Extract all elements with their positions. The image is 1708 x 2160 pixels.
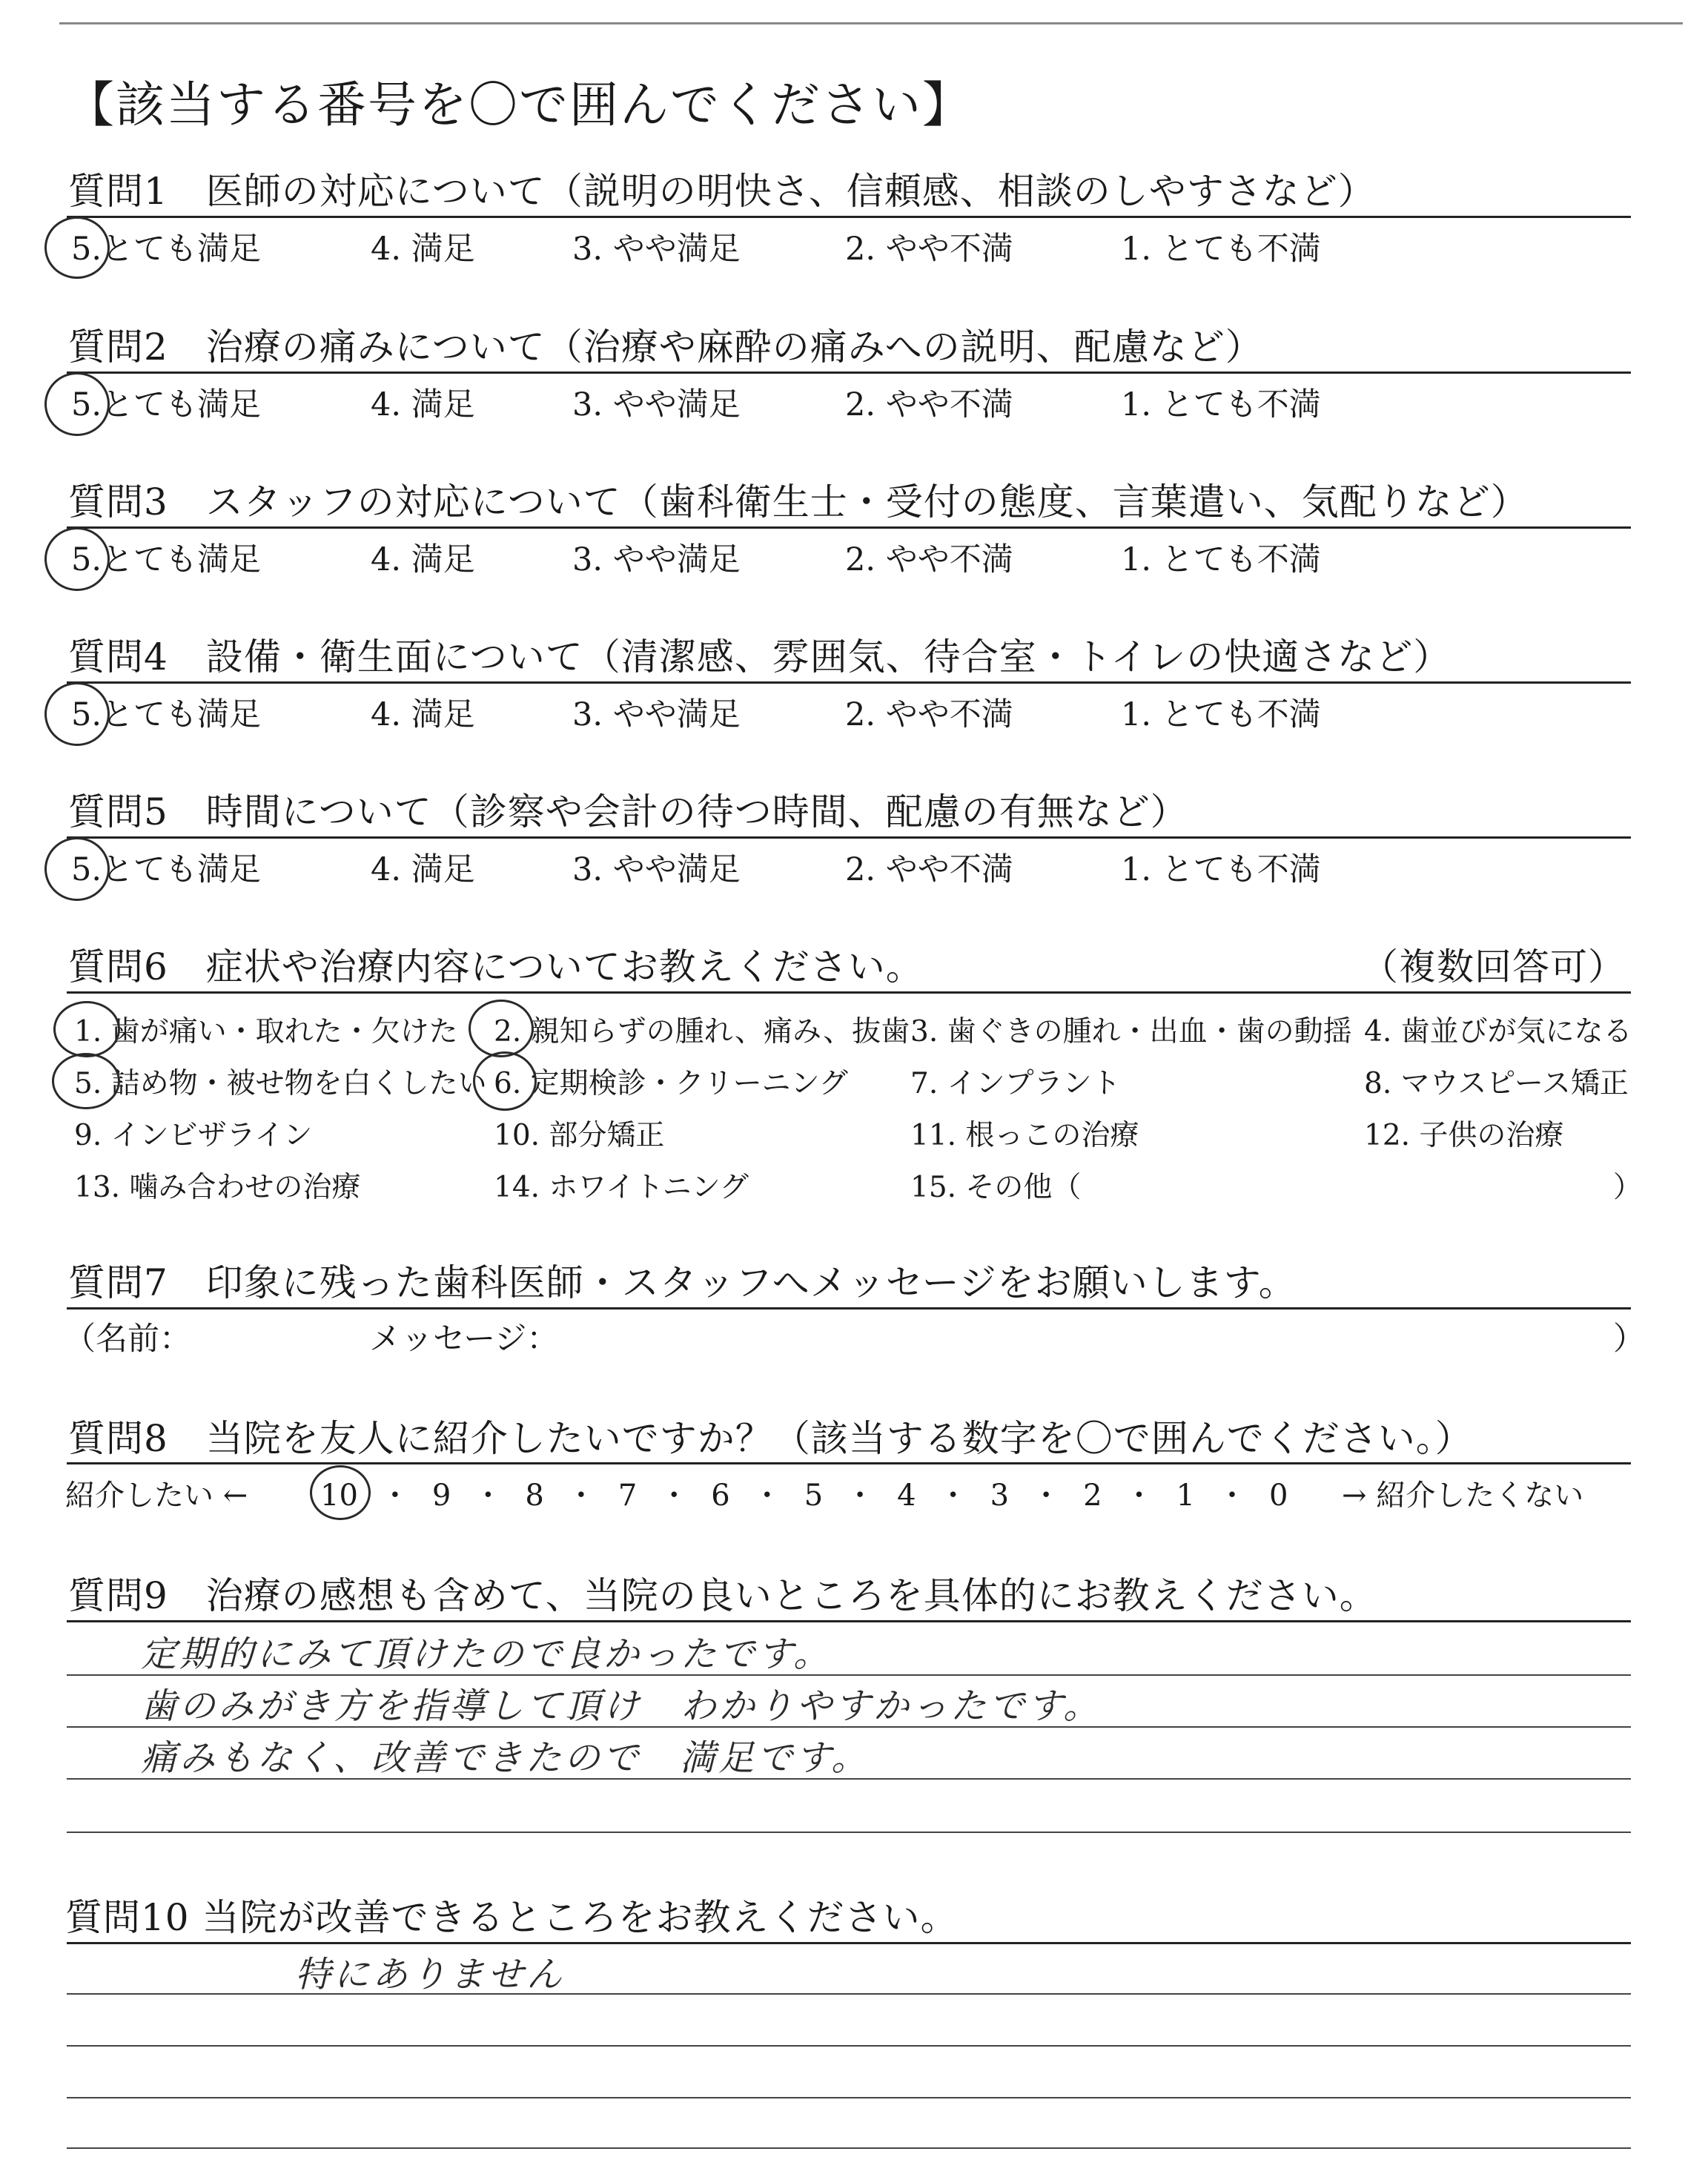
q3-answer-circle [44, 527, 110, 591]
q8-scale-number-8[interactable]: 8 [525, 1479, 544, 1513]
q10-writing-line [67, 2045, 1631, 2047]
q7-message-label[interactable]: メッセージ： [369, 1321, 559, 1358]
q2-option-2[interactable]: 2. やや不満 [845, 386, 1013, 423]
q9-answer-line-2: 歯のみがき方を指導して頂け わかりやすかったです。 [141, 1685, 1102, 1727]
q6-option-15[interactable]: 15. その他（ [910, 1171, 1082, 1204]
q6-answer-circle-1 [53, 1001, 120, 1057]
q4-option-1[interactable]: 1. とても不満 [1121, 696, 1321, 733]
q4-option-4[interactable]: 4. 満足 [371, 696, 475, 733]
q6-option-9[interactable]: 9. インビザライン [74, 1119, 313, 1152]
question-7-rule [67, 1307, 1631, 1309]
question-2-heading: 質問2 治療の痛みについて（治療や麻酔の痛みへの説明、配慮など） [68, 326, 1263, 369]
q6-option-14[interactable]: 14. ホワイトニング [494, 1171, 749, 1204]
q1-answer-circle [44, 217, 110, 279]
question-4-heading: 質問4 設備・衛生面について（清潔感、雰囲気、待合室・トイレの快適さなど） [68, 635, 1452, 678]
question-10-rule [67, 1942, 1631, 1944]
q8-scale-number-7[interactable]: 7 [618, 1479, 638, 1513]
question-2-rule [67, 371, 1631, 374]
question-7-heading: 質問7 印象に残った歯科医師・スタッフへメッセージをお願いします。 [68, 1261, 1297, 1304]
question-6-note: （複数回答可） [1361, 945, 1626, 988]
q8-scale-separator: ・ [473, 1479, 503, 1513]
q8-scale-separator: ・ [659, 1479, 689, 1513]
q6-option-10[interactable]: 10. 部分矯正 [494, 1119, 665, 1152]
q10-writing-line [67, 2147, 1631, 2149]
q9-answer-line-1: 定期的にみて頂けたので良かったです。 [141, 1634, 833, 1675]
q8-right-label: → 紹介したくない [1342, 1479, 1584, 1513]
q3-option-1[interactable]: 1. とても不満 [1121, 541, 1321, 578]
q5-option-2[interactable]: 2. やや不満 [845, 851, 1013, 888]
q2-option-3[interactable]: 3. やや満足 [572, 386, 741, 423]
q8-scale-separator: ・ [938, 1479, 968, 1513]
q8-scale-separator: ・ [566, 1479, 596, 1513]
question-9-rule [67, 1620, 1631, 1622]
q1-option-4[interactable]: 4. 満足 [371, 231, 475, 268]
q6-answer-circle-6 [473, 1051, 537, 1111]
q8-scale-number-9[interactable]: 9 [431, 1479, 451, 1513]
question-8-heading: 質問8 当院を友人に紹介したいですか？（該当する数字を〇で囲んでください。） [68, 1417, 1473, 1460]
q1-option-3[interactable]: 3. やや満足 [572, 231, 741, 268]
q8-scale-separator: ・ [1031, 1479, 1062, 1513]
q1-option-1[interactable]: 1. とても不満 [1121, 231, 1321, 268]
q6-option-12[interactable]: 12. 子供の治療 [1364, 1119, 1564, 1152]
question-3-rule [67, 526, 1631, 529]
q8-scale-separator: ・ [845, 1479, 875, 1513]
q5-option-3[interactable]: 3. やや満足 [572, 851, 741, 888]
question-9-heading: 質問9 治療の感想も含めて、当院の良いところを具体的にお教えください。 [68, 1574, 1377, 1617]
q1-option-5[interactable]: 5.とても満足 [71, 231, 262, 268]
q3-option-5[interactable]: 5.とても満足 [71, 541, 262, 578]
question-3-heading: 質問3 スタッフの対応について（歯科衛生士・受付の態度、言葉遣い、気配りなど） [68, 480, 1529, 524]
question-6-rule [67, 991, 1631, 994]
q6-option-15-close: ） [1613, 1171, 1643, 1204]
q6-option-6[interactable]: 6. 定期検診・クリーニング [494, 1067, 848, 1100]
q8-scale-separator: ・ [1124, 1479, 1154, 1513]
question-4-rule [67, 681, 1631, 684]
q9-answer-line-3: 痛みもなく、改善できたので 満足です。 [141, 1737, 870, 1779]
q8-left-label: 紹介したい ← [65, 1479, 248, 1513]
q8-scale-separator: ・ [380, 1479, 410, 1513]
q3-option-2[interactable]: 2. やや不満 [845, 541, 1013, 578]
q7-name-label[interactable]: （名前： [64, 1321, 191, 1358]
q2-option-4[interactable]: 4. 満足 [371, 386, 475, 423]
q10-answer-line-1: 特にありません [295, 1954, 566, 1995]
q8-scale-separator: ・ [752, 1479, 782, 1513]
q8-scale-number-2[interactable]: 2 [1083, 1479, 1102, 1513]
page-title: 【該当する番号を〇で囲んでください】 [65, 76, 973, 133]
q8-scale-number-6[interactable]: 6 [711, 1479, 730, 1513]
top-rule [59, 22, 1683, 24]
q8-answer-circle [310, 1465, 371, 1520]
question-6-heading: 質問6 症状や治療内容についてお教えください。 [68, 945, 924, 988]
q4-option-5[interactable]: 5.とても満足 [71, 696, 262, 733]
q6-option-3[interactable]: 3. 歯ぐきの腫れ・出血・歯の動揺 [910, 1015, 1352, 1048]
q5-option-1[interactable]: 1. とても不満 [1121, 851, 1321, 888]
question-5-rule [67, 836, 1631, 839]
q8-scale-number-1[interactable]: 1 [1176, 1479, 1195, 1513]
q6-option-11[interactable]: 11. 根っこの治療 [910, 1119, 1139, 1152]
q8-scale-number-10[interactable]: 10 [320, 1479, 358, 1513]
q6-option-13[interactable]: 13. 噛み合わせの治療 [74, 1171, 361, 1204]
q5-option-5[interactable]: 5.とても満足 [71, 851, 262, 888]
question-1-heading: 質問1 医師の対応について（説明の明快さ、信頼感、相談のしやすさなど） [68, 170, 1376, 213]
q6-option-2[interactable]: 2. 親知らずの腫れ、痛み、抜歯 [494, 1015, 910, 1048]
q8-scale-number-3[interactable]: 3 [990, 1479, 1010, 1513]
q10-writing-line [67, 2097, 1631, 2098]
q1-option-2[interactable]: 2. やや不満 [845, 231, 1013, 268]
q2-answer-circle [44, 372, 110, 436]
q6-answer-circle-2 [469, 1000, 534, 1057]
q6-option-1[interactable]: 1. 歯が痛い・取れた・欠けた [74, 1015, 458, 1048]
q2-option-1[interactable]: 1. とても不満 [1121, 386, 1321, 423]
question-8-rule [67, 1462, 1631, 1464]
q6-option-5[interactable]: 5. 詰め物・被せ物を白くしたい [74, 1067, 487, 1100]
q9-writing-line [67, 1832, 1631, 1833]
question-10-heading: 質問10 当院が改善できるところをお教えください。 [65, 1896, 959, 1939]
q4-answer-circle [44, 682, 110, 746]
q6-option-4[interactable]: 4. 歯並びが気になる [1364, 1015, 1632, 1048]
q7-close-paren: ） [1613, 1321, 1645, 1358]
q8-scale [320, 1472, 1288, 1514]
q6-answer-circle-5 [52, 1053, 120, 1109]
q8-scale-separator: ・ [1217, 1479, 1247, 1513]
q2-option-5[interactable]: 5.とても満足 [71, 386, 262, 423]
q6-option-7[interactable]: 7. インプラント [910, 1067, 1121, 1100]
q8-scale-number-4[interactable]: 4 [897, 1479, 916, 1513]
q8-scale-number-0[interactable]: 0 [1268, 1479, 1288, 1513]
q8-scale-number-5[interactable]: 5 [804, 1479, 824, 1513]
q3-option-3[interactable]: 3. やや満足 [572, 541, 741, 578]
q4-option-3[interactable]: 3. やや満足 [572, 696, 741, 733]
q5-option-4[interactable]: 4. 満足 [371, 851, 475, 888]
q5-answer-circle [44, 837, 110, 901]
q4-option-2[interactable]: 2. やや不満 [845, 696, 1013, 733]
question-1-rule [67, 216, 1631, 218]
q6-option-8[interactable]: 8. マウスピース矯正 [1364, 1067, 1629, 1100]
question-5-heading: 質問5 時間について（診察や会計の待つ時間、配慮の有無など） [68, 790, 1188, 833]
q3-option-4[interactable]: 4. 満足 [371, 541, 475, 578]
